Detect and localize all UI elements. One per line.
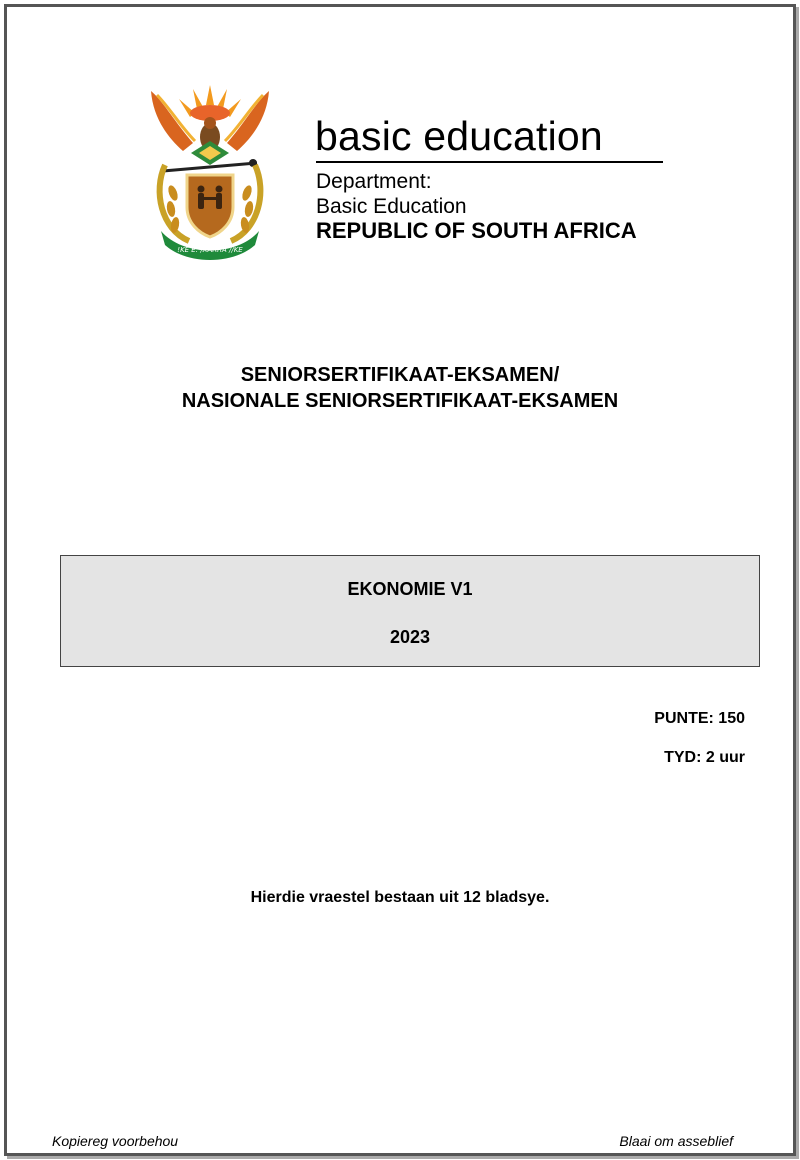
brand-title: basic education [315,113,603,159]
subject-year: 2023 [389,627,431,647]
subject-box [60,555,760,667]
republic-label: REPUBLIC OF SOUTH AFRICA [316,218,637,243]
turn-over-footer: Blaai om asseblief [619,1133,733,1149]
department-label: Department: [316,170,432,193]
copyright-footer: Kopiereg voorbehou [52,1133,179,1149]
exam-title-line1: SENIORSERTIFIKAAT-EKSAMEN/ [240,364,560,386]
time-label: TYD: 2 uur [664,749,745,766]
brand-divider [316,161,663,163]
page [4,4,796,1156]
marks-label: PUNTE: 150 [654,710,745,727]
pages-note: Hierdie vraestel bestaan uit 12 bladsye. [250,889,550,906]
subject-name: EKONOMIE V1 [347,579,473,599]
svg-text:!KE E: /XARRA //KE: !KE E: /XARRA //KE [177,246,243,254]
department-name: Basic Education [316,195,467,218]
exam-title-line2: NASIONALE SENIORSERTIFIKAAT-EKSAMEN [181,390,619,412]
coat-of-arms-icon [143,81,277,261]
